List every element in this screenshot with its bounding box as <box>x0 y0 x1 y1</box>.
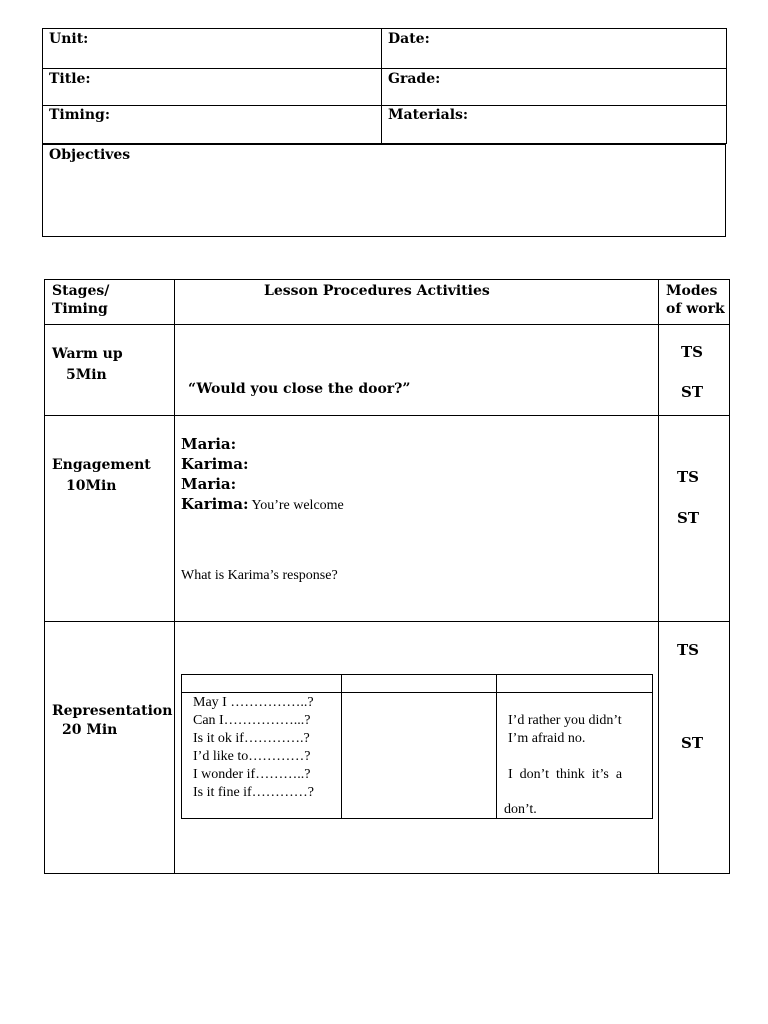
request-expression: Is it fine if…………? <box>193 785 314 800</box>
materials-label: Materials: <box>388 107 469 123</box>
engagement-stage: Engagement <box>52 457 151 473</box>
dialogue-line <box>181 475 236 494</box>
engagement-mode-ts: TS <box>677 468 699 486</box>
header-col-divider <box>381 28 382 144</box>
warmup-mode-ts: TS <box>681 343 703 361</box>
dialogue-text: You’re welcome <box>248 498 344 513</box>
response-expression: I don’t think it’s a <box>508 767 623 782</box>
date-label: Date: <box>388 31 430 47</box>
request-expression: I wonder if………..? <box>193 767 311 782</box>
representation-mode-ts: TS <box>677 641 699 659</box>
timing-label: Timing: <box>49 107 111 123</box>
response-expression: don’t. <box>504 802 537 817</box>
modes-header-line2: of work <box>666 301 725 317</box>
request-expression: I’d like to…………? <box>193 749 311 764</box>
title-label: Title: <box>49 71 91 87</box>
activities-header: Lesson Procedures Activities <box>264 283 490 299</box>
expressions-table-header-divider <box>181 692 653 693</box>
response-expression: I’m afraid no. <box>508 731 586 746</box>
warmup-mode-st: ST <box>681 383 703 401</box>
engagement-question: What is Karima’s response? <box>181 568 338 583</box>
objectives-box <box>42 144 726 237</box>
warmup-prompt: “Would you close the door?” <box>188 381 411 397</box>
dialogue-speaker: Maria: <box>181 435 237 453</box>
procedures-row-divider-2 <box>44 415 730 416</box>
stages-header-line2: Timing <box>52 301 108 317</box>
unit-label: Unit: <box>49 31 89 47</box>
procedures-col-divider-2 <box>658 279 659 874</box>
objectives-label: Objectives <box>49 147 131 163</box>
representation-stage: Representation <box>52 703 173 719</box>
header-rows-frame <box>42 28 727 144</box>
request-expression: May I ……………..? <box>193 695 314 710</box>
warmup-stage: Warm up <box>52 346 123 362</box>
grade-label: Grade: <box>388 71 441 87</box>
header-row-divider-1 <box>42 68 727 69</box>
stages-header-line1: Stages/ <box>52 283 110 299</box>
dialogue-line <box>181 495 344 514</box>
warmup-time: 5Min <box>66 367 107 383</box>
dialogue-line <box>181 435 236 454</box>
dialogue-line <box>181 455 249 474</box>
dialogue-speaker: Karima: <box>181 455 249 473</box>
expressions-col-divider-1 <box>341 674 342 819</box>
representation-time: 20 Min <box>62 722 118 738</box>
engagement-time: 10Min <box>66 478 117 494</box>
dialogue-speaker: Karima: <box>181 495 249 513</box>
header-row-divider-2 <box>42 105 727 106</box>
dialogue-speaker: Maria: <box>181 475 237 493</box>
expressions-col-divider-2 <box>496 674 497 819</box>
procedures-col-divider-1 <box>174 279 175 874</box>
request-expression: Can I……………...? <box>193 713 311 728</box>
procedures-row-divider-3 <box>44 621 730 622</box>
engagement-mode-st: ST <box>677 509 699 527</box>
request-expression: Is it ok if………….? <box>193 731 310 746</box>
modes-header-line1: Modes <box>666 283 718 299</box>
response-expression: I’d rather you didn’t <box>508 713 622 728</box>
procedures-row-divider-1 <box>44 324 730 325</box>
representation-mode-st: ST <box>681 734 703 752</box>
